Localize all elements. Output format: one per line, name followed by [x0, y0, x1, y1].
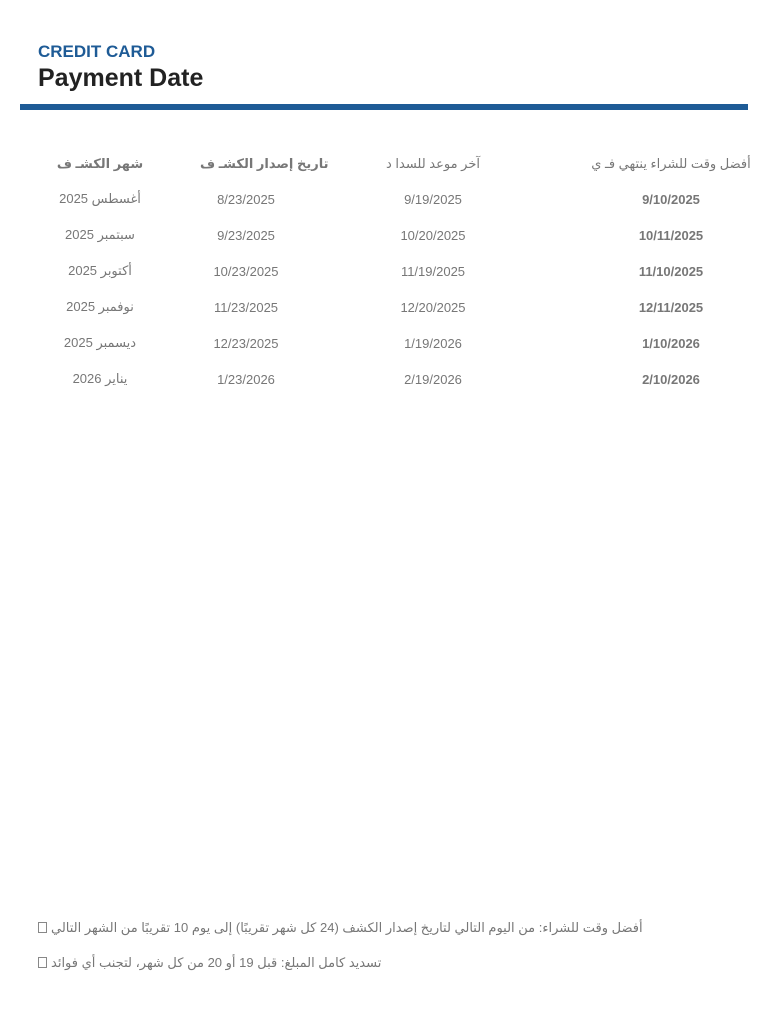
- footnote-item: [38, 953, 738, 988]
- payment-schedule-table: [0, 146, 768, 397]
- page-title: Payment Date: [38, 64, 204, 92]
- header-statement-month: شهر الكشـ ف: [56, 155, 144, 171]
- header-divider: [20, 104, 748, 110]
- header-due-date: آخر موعد للسدا د: [385, 155, 480, 171]
- best-purchase-cell: 1/10/2026: [642, 335, 700, 351]
- table-header-row: [0, 146, 768, 181]
- header-statement-date: تاريخ إصدار الكشـ ف: [200, 155, 329, 171]
- statement-month-cell: أغسطس 2025: [59, 191, 141, 206]
- footnote-text: أفضل وقت للشراء: من اليوم التالي لتاريخ إصدار الكشف (24 كل شهر تقريبًا) إلى يوم 10 تقريبًا من الشهر التالي: [51, 920, 643, 935]
- table-row: [0, 253, 768, 289]
- due-date-cell: 11/19/2025: [400, 263, 466, 279]
- best-purchase-cell: 10/11/2025: [638, 227, 704, 243]
- table-row: [0, 181, 768, 217]
- table-row: [0, 361, 768, 397]
- statement-date-cell: 1/23/2026: [217, 371, 275, 387]
- document-header: [38, 42, 203, 93]
- table-row: [0, 217, 768, 253]
- table-row: [0, 289, 768, 325]
- missing-glyph-icon: [38, 957, 47, 968]
- best-purchase-cell: 9/10/2025: [642, 191, 700, 207]
- due-date-cell: 12/20/2025: [400, 299, 466, 315]
- footnote-text: تسديد كامل المبلغ: قبل 19 أو 20 من كل شهر، لتجنب أي فوائد: [51, 955, 382, 970]
- brand-label: CREDIT CARD: [38, 42, 156, 61]
- footnote-item: [38, 918, 738, 953]
- statement-date-cell: 12/23/2025: [213, 335, 279, 351]
- best-purchase-cell: 12/11/2025: [638, 299, 704, 315]
- best-purchase-cell: 11/10/2025: [638, 263, 704, 279]
- statement-date-cell: 8/23/2025: [217, 191, 275, 207]
- due-date-cell: 9/19/2025: [404, 191, 462, 207]
- missing-glyph-icon: [38, 922, 47, 933]
- statement-month-cell: نوفمبر 2025: [66, 299, 134, 314]
- footnotes: [38, 918, 738, 988]
- table-row: [0, 325, 768, 361]
- statement-month-cell: ديسمبر 2025: [63, 335, 137, 350]
- due-date-cell: 1/19/2026: [404, 335, 462, 351]
- statement-month-cell: سبتمبر 2025: [65, 227, 135, 242]
- statement-month-cell: يناير 2026: [72, 371, 128, 386]
- best-purchase-cell: 2/10/2026: [642, 371, 700, 387]
- statement-date-cell: 10/23/2025: [213, 263, 279, 279]
- header-best-purchase-until: أفضل وقت للشراء ينتهي فـ ي: [591, 155, 751, 171]
- due-date-cell: 10/20/2025: [400, 227, 466, 243]
- statement-date-cell: 9/23/2025: [217, 227, 275, 243]
- statement-month-cell: أكتوبر 2025: [68, 263, 132, 278]
- due-date-cell: 2/19/2026: [404, 371, 462, 387]
- statement-date-cell: 11/23/2025: [213, 299, 279, 315]
